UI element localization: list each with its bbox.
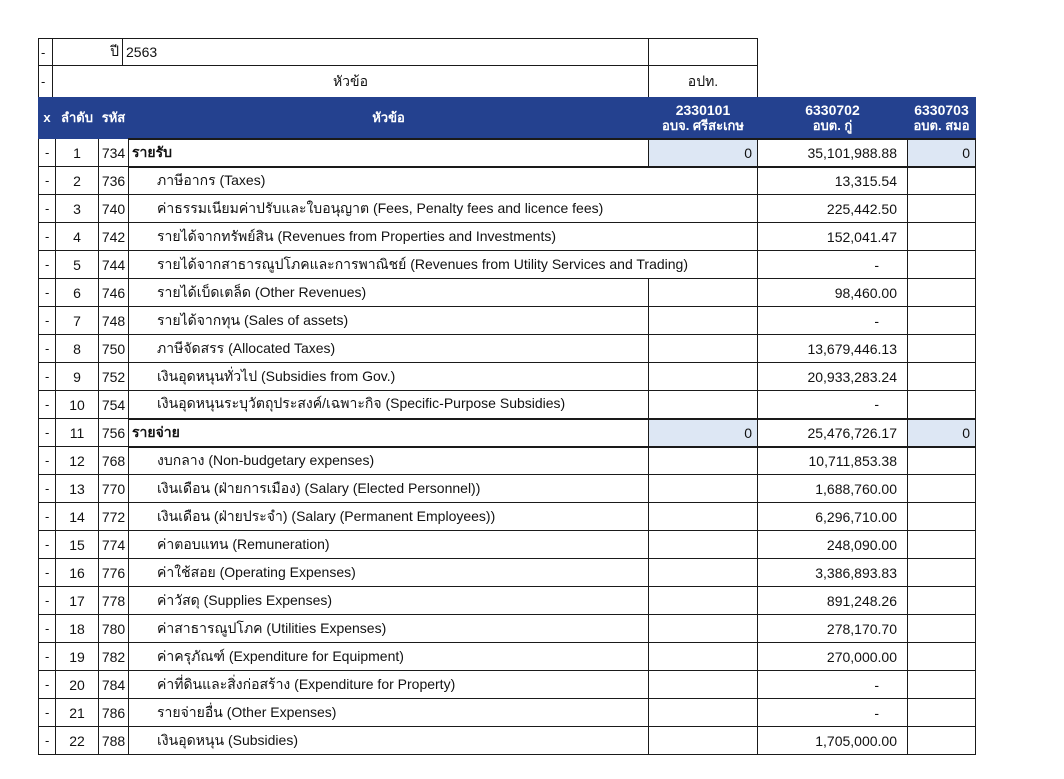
row-order-cell: 11 (56, 419, 99, 447)
row-order-cell: 22 (56, 727, 99, 755)
row-value-cell: 0 (908, 419, 976, 447)
table-row (39, 643, 976, 671)
table-row (39, 615, 976, 643)
row-order-cell: 5 (56, 251, 99, 279)
row-label-cell: ภาษีจัดสรร (Allocated Taxes) (129, 335, 649, 363)
row-code-cell: 770 (99, 475, 129, 503)
row-code-cell: 752 (99, 363, 129, 391)
table-row (39, 391, 976, 419)
row-code-cell: 744 (99, 251, 129, 279)
row-order-cell: 20 (56, 671, 99, 699)
row-value-cell (649, 531, 758, 559)
row-value-cell: 270,000.00 (758, 643, 908, 671)
header-org-column (758, 98, 908, 139)
table-row (39, 587, 976, 615)
row-value-cell (908, 363, 976, 391)
row-value-cell: 13,315.54 (758, 167, 908, 195)
row-order-cell: 16 (56, 559, 99, 587)
row-code-cell: 778 (99, 587, 129, 615)
row-label-cell: เงินอุดหนุน (Subsidies) (129, 727, 649, 755)
org-name: อบต. กู่ (812, 117, 853, 133)
row-dash-cell: - (39, 251, 56, 279)
org-code: 2330101 (675, 101, 731, 118)
row-code-cell: 756 (99, 419, 129, 447)
row-value-cell: 25,476,726.17 (758, 419, 908, 447)
header-marker: x (39, 98, 56, 139)
table-row (39, 279, 976, 307)
row-value-cell: 278,170.70 (758, 615, 908, 643)
row-value-cell (908, 307, 976, 335)
header-order: ลำดับ (56, 98, 99, 139)
row-value-cell (649, 391, 758, 419)
row-label-cell: ค่าสาธารณูปโภค (Utilities Expenses) (129, 615, 649, 643)
row-order-cell: 21 (56, 699, 99, 727)
row-order-cell: 3 (56, 195, 99, 223)
budget-table (38, 97, 976, 755)
row-value-cell (649, 475, 758, 503)
row-value-cell (908, 251, 976, 279)
row-dash-cell: - (39, 39, 53, 66)
row-dash-cell: - (39, 643, 56, 671)
row-dash-cell: - (39, 587, 56, 615)
row-dash-cell: - (39, 559, 56, 587)
top-info-table (38, 38, 758, 98)
row-value-cell: 98,460.00 (758, 279, 908, 307)
row-value-cell (908, 531, 976, 559)
row-code-cell: 774 (99, 531, 129, 559)
row-label-cell: ค่าครุภัณฑ์ (Expenditure for Equipment) (129, 643, 649, 671)
row-dash-cell: - (39, 167, 56, 195)
section-row (39, 419, 976, 447)
row-value-cell (649, 587, 758, 615)
topic-label: หัวข้อ (53, 66, 649, 98)
row-value-cell (908, 727, 976, 755)
row-value-cell: - (758, 671, 908, 699)
row-order-cell: 17 (56, 587, 99, 615)
row-dash-cell: - (39, 475, 56, 503)
row-dash-cell: - (39, 699, 56, 727)
row-value-cell (649, 615, 758, 643)
row-value-cell: - (758, 251, 908, 279)
row-order-cell: 12 (56, 447, 99, 475)
row-label-cell: งบกลาง (Non-budgetary expenses) (129, 447, 649, 475)
row-label-cell: ค่าวัสดุ (Supplies Expenses) (129, 587, 649, 615)
org-code: 6330703 (914, 101, 969, 118)
row-value-cell (649, 671, 758, 699)
header-row (39, 98, 976, 139)
header-org-column (649, 98, 758, 139)
row-dash-cell: - (39, 307, 56, 335)
row-dash-cell: - (39, 363, 56, 391)
row-value-cell (908, 615, 976, 643)
row-value-cell: 35,101,988.88 (758, 139, 908, 167)
row-label-cell: เงินอุดหนุนระบุวัตถุประสงค์/เฉพาะกิจ (Specific-Purpose Subsidies) (129, 391, 649, 419)
table-row (39, 307, 976, 335)
row-order-cell: 9 (56, 363, 99, 391)
row-label-cell: ภาษีอากร (Taxes) (129, 167, 649, 195)
org-type-label: อปท. (649, 66, 758, 98)
table-row (39, 727, 976, 755)
row-value-cell (908, 699, 976, 727)
row-code-cell: 772 (99, 503, 129, 531)
row-value-cell (908, 223, 976, 251)
row-value-cell (908, 167, 976, 195)
row-order-cell: 15 (56, 531, 99, 559)
row-dash-cell: - (39, 447, 56, 475)
section-label-cell: รายจ่าย (129, 419, 649, 447)
row-value-cell (649, 279, 758, 307)
row-order-cell: 7 (56, 307, 99, 335)
row-code-cell: 748 (99, 307, 129, 335)
section-row (39, 139, 976, 167)
row-value-cell: - (758, 391, 908, 419)
row-code-cell: 776 (99, 559, 129, 587)
row-order-cell: 2 (56, 167, 99, 195)
row-value-cell (908, 559, 976, 587)
row-code-cell: 786 (99, 699, 129, 727)
row-value-cell (908, 447, 976, 475)
row-value-cell (649, 195, 758, 223)
row-value-cell: 20,933,283.24 (758, 363, 908, 391)
row-order-cell: 18 (56, 615, 99, 643)
row-value-cell: 225,442.50 (758, 195, 908, 223)
row-value-cell (908, 335, 976, 363)
row-label-cell: เงินอุดหนุนทั่วไป (Subsidies from Gov.) (129, 363, 649, 391)
row-label-cell: ค่าใช้สอย (Operating Expenses) (129, 559, 649, 587)
row-code-cell: 788 (99, 727, 129, 755)
row-value-cell (649, 699, 758, 727)
row-value-cell: 1,688,760.00 (758, 475, 908, 503)
row-dash-cell: - (39, 531, 56, 559)
row-order-cell: 1 (56, 139, 99, 167)
row-value-cell (649, 167, 758, 195)
row-value-cell (649, 223, 758, 251)
row-dash-cell: - (39, 615, 56, 643)
row-dash-cell: - (39, 727, 56, 755)
row-value-cell (649, 559, 758, 587)
row-value-cell (908, 391, 976, 419)
row-value-cell (908, 475, 976, 503)
row-order-cell: 19 (56, 643, 99, 671)
row-value-cell (649, 643, 758, 671)
row-code-cell: 750 (99, 335, 129, 363)
table-row (39, 503, 976, 531)
row-value-cell: 152,041.47 (758, 223, 908, 251)
row-value-cell (908, 671, 976, 699)
table-row (39, 699, 976, 727)
row-code-cell: 740 (99, 195, 129, 223)
row-value-cell: 3,386,893.83 (758, 559, 908, 587)
table-row (39, 475, 976, 503)
row-value-cell: 10,711,853.38 (758, 447, 908, 475)
table-row (39, 671, 976, 699)
row-order-cell: 10 (56, 391, 99, 419)
table-row (39, 531, 976, 559)
row-value-cell (908, 279, 976, 307)
row-value-cell (908, 195, 976, 223)
row-label-cell: รายได้จากทุน (Sales of assets) (129, 307, 649, 335)
row-code-cell: 768 (99, 447, 129, 475)
header-topic: หัวข้อ (129, 98, 649, 139)
row-value-cell: 13,679,446.13 (758, 335, 908, 363)
row-dash-cell: - (39, 335, 56, 363)
row-label-cell: ค่าธรรมเนียมค่าปรับและใบอนุญาต (Fees, Penalty fees and licence fees) (129, 195, 649, 223)
row-code-cell: 746 (99, 279, 129, 307)
header-org-column (908, 98, 976, 139)
row-label-cell: รายได้จากทรัพย์สิน (Revenues from Properties and Investments) (129, 223, 649, 251)
row-dash-cell: - (39, 671, 56, 699)
empty-cell (649, 39, 758, 66)
table-row (39, 223, 976, 251)
table-row (39, 447, 976, 475)
table-row (39, 335, 976, 363)
row-value-cell: 0 (649, 419, 758, 447)
row-dash-cell: - (39, 223, 56, 251)
row-label-cell: เงินเดือน (ฝ่ายการเมือง) (Salary (Elected Personnel)) (129, 475, 649, 503)
row-order-cell: 14 (56, 503, 99, 531)
table-row (39, 363, 976, 391)
row-order-cell: 13 (56, 475, 99, 503)
section-label-cell: รายรับ (129, 139, 649, 167)
row-code-cell: 734 (99, 139, 129, 167)
row-dash-cell: - (39, 419, 56, 447)
row-dash-cell: - (39, 279, 56, 307)
row-value-cell (908, 587, 976, 615)
row-value-cell: 0 (649, 139, 758, 167)
year-label: ปี (53, 39, 123, 66)
row-code-cell: 784 (99, 671, 129, 699)
row-label-cell: รายจ่ายอื่น (Other Expenses) (129, 699, 649, 727)
row-order-cell: 4 (56, 223, 99, 251)
table-row (39, 195, 976, 223)
org-name: อบต. สมอ (913, 117, 970, 133)
row-label-cell: เงินเดือน (ฝ่ายประจำ) (Salary (Permanent Employees)) (129, 503, 649, 531)
row-value-cell (649, 727, 758, 755)
row-value-cell (649, 307, 758, 335)
row-label-cell: ค่าที่ดินและสิ่งก่อสร้าง (Expenditure for Property) (129, 671, 649, 699)
row-value-cell: 891,248.26 (758, 587, 908, 615)
header-code: รหัส (99, 98, 129, 139)
row-code-cell: 754 (99, 391, 129, 419)
row-order-cell: 6 (56, 279, 99, 307)
row-value-cell: 6,296,710.00 (758, 503, 908, 531)
row-value-cell: - (758, 699, 908, 727)
row-dash-cell: - (39, 66, 53, 98)
row-order-cell: 8 (56, 335, 99, 363)
year-value: 2563 (123, 39, 649, 66)
table-body (39, 139, 976, 755)
row-value-cell: - (758, 307, 908, 335)
row-dash-cell: - (39, 195, 56, 223)
row-value-cell (649, 503, 758, 531)
table-row (39, 167, 976, 195)
topic-row (39, 66, 758, 98)
org-name: อบจ. ศรีสะเกษ (662, 117, 744, 133)
row-value-cell: 1,705,000.00 (758, 727, 908, 755)
row-code-cell: 736 (99, 167, 129, 195)
row-label-cell: รายได้จากสาธารณูปโภคและการพาณิชย์ (Revenues from Utility Services and Trading) (129, 251, 649, 279)
row-value-cell: 0 (908, 139, 976, 167)
table-row (39, 251, 976, 279)
org-code: 6330702 (805, 101, 860, 118)
row-value-cell (649, 335, 758, 363)
row-code-cell: 782 (99, 643, 129, 671)
row-value-cell (649, 363, 758, 391)
table-row (39, 559, 976, 587)
row-code-cell: 742 (99, 223, 129, 251)
year-row (39, 39, 758, 66)
row-dash-cell: - (39, 503, 56, 531)
row-label-cell: รายได้เบ็ดเตล็ด (Other Revenues) (129, 279, 649, 307)
row-code-cell: 780 (99, 615, 129, 643)
row-value-cell (649, 447, 758, 475)
row-label-cell: ค่าตอบแทน (Remuneration) (129, 531, 649, 559)
row-dash-cell: - (39, 139, 56, 167)
row-value-cell (908, 503, 976, 531)
row-dash-cell: - (39, 391, 56, 419)
row-value-cell (908, 643, 976, 671)
row-value-cell: 248,090.00 (758, 531, 908, 559)
